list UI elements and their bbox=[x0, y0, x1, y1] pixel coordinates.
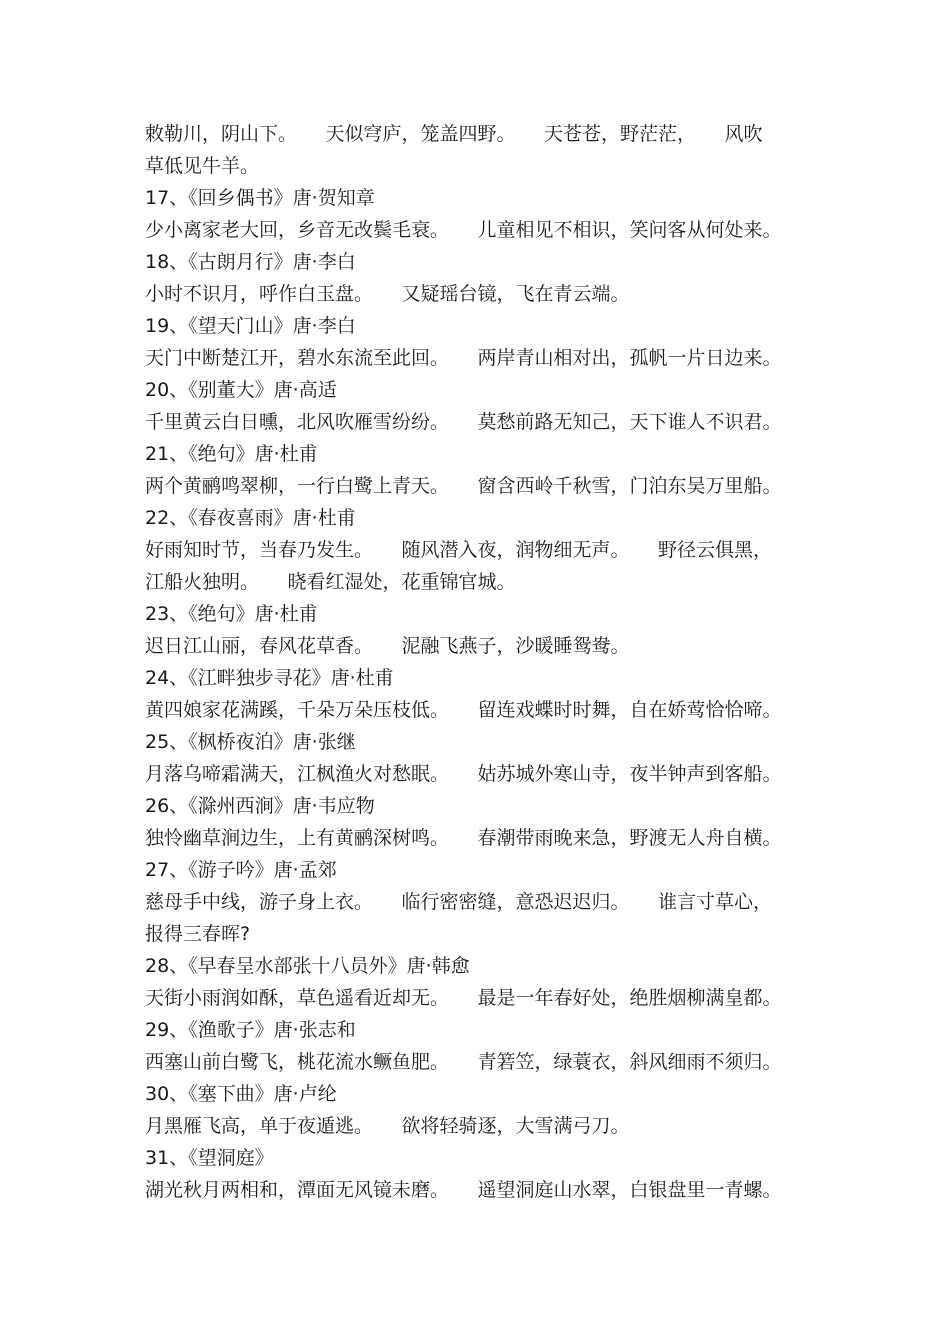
poem-text: 小时不识月，呼作白玉盘。 又疑瑶台镜，飞在青云端。 bbox=[145, 283, 630, 305]
poem-text: 报得三春晖? bbox=[145, 923, 251, 945]
poem-heading: 20、《别董大》唐·高适 bbox=[145, 379, 337, 401]
poem-heading: 31、《望洞庭》 bbox=[145, 1147, 274, 1169]
poem-text: 迟日江山丽，春风花草香。 泥融飞燕子，沙暖睡鸳鸯。 bbox=[145, 635, 630, 657]
poem-text: 月黑雁飞高，单于夜遁逃。 欲将轻骑逐，大雪满弓刀。 bbox=[145, 1115, 630, 1137]
poem-text: 好雨知时节，当春乃发生。 随风潜入夜，润物细无声。 野径云俱黑， bbox=[145, 539, 773, 561]
poem-heading: 19、《望天门山》唐·李白 bbox=[145, 315, 356, 337]
text-line: 草低见牛羊。 bbox=[145, 155, 260, 177]
poem-heading: 26、《滁州西涧》唐·韦应物 bbox=[145, 795, 375, 817]
poem-list bbox=[145, 118, 805, 1206]
poem-text: 慈母手中线，游子身上衣。 临行密密缝，意恐迟迟归。 谁言寸草心， bbox=[145, 891, 773, 913]
poem-heading: 23、《绝句》唐·杜甫 bbox=[145, 603, 318, 625]
poem-text: 天街小雨润如酥，草色遥看近却无。 最是一年春好处，绝胜烟柳满皇都。 bbox=[145, 987, 782, 1009]
poem-text: 少小离家老大回，乡音无改鬓毛衰。 儿童相见不相识，笑问客从何处来。 bbox=[145, 219, 782, 241]
poem-heading: 22、《春夜喜雨》唐·杜甫 bbox=[145, 507, 356, 529]
poem-heading: 17、《回乡偶书》唐·贺知章 bbox=[145, 187, 375, 209]
poem-heading: 27、《游子吟》唐·孟郊 bbox=[145, 859, 337, 881]
poem-text: 湖光秋月两相和，潭面无风镜未磨。 遥望洞庭山水翠，白银盘里一青螺。 bbox=[145, 1179, 782, 1201]
poem-text: 两个黄鹂鸣翠柳，一行白鹭上青天。 窗含西岭千秋雪，门泊东吴万里船。 bbox=[145, 475, 782, 497]
poem-text: 黄四娘家花满蹊，千朵万朵压枝低。 留连戏蝶时时舞，自在娇莺恰恰啼。 bbox=[145, 699, 782, 721]
poem-heading: 18、《古朗月行》唐·李白 bbox=[145, 251, 356, 273]
poem-text: 千里黄云白日曛，北风吹雁雪纷纷。 莫愁前路无知己，天下谁人不识君。 bbox=[145, 411, 782, 433]
poem-text: 月落乌啼霜满天，江枫渔火对愁眠。 姑苏城外寒山寺，夜半钟声到客船。 bbox=[145, 763, 782, 785]
poem-text: 独怜幽草涧边生，上有黄鹂深树鸣。 春潮带雨晚来急，野渡无人舟自横。 bbox=[145, 827, 782, 849]
poem-heading: 24、《江畔独步寻花》唐·杜甫 bbox=[145, 667, 394, 689]
poem-heading: 28、《早春呈水部张十八员外》唐·韩愈 bbox=[145, 955, 470, 977]
poem-text: 江船火独明。 晓看红湿处，花重锦官城。 bbox=[145, 571, 516, 593]
poem-text: 天门中断楚江开，碧水东流至此回。 两岸青山相对出，孤帆一片日边来。 bbox=[145, 347, 782, 369]
text-line: 敕勒川，阴山下。 天似穹庐，笼盖四野。 天苍苍，野茫茫， 风吹 bbox=[145, 123, 763, 145]
poem-heading: 29、《渔歌子》唐·张志和 bbox=[145, 1019, 356, 1041]
poem-heading: 21、《绝句》唐·杜甫 bbox=[145, 443, 318, 465]
poem-heading: 30、《塞下曲》唐·卢纶 bbox=[145, 1083, 337, 1105]
poem-text: 西塞山前白鹭飞，桃花流水鳜鱼肥。 青箬笠，绿蓑衣，斜风细雨不须归。 bbox=[145, 1051, 782, 1073]
poem-heading: 25、《枫桥夜泊》唐·张继 bbox=[145, 731, 356, 753]
